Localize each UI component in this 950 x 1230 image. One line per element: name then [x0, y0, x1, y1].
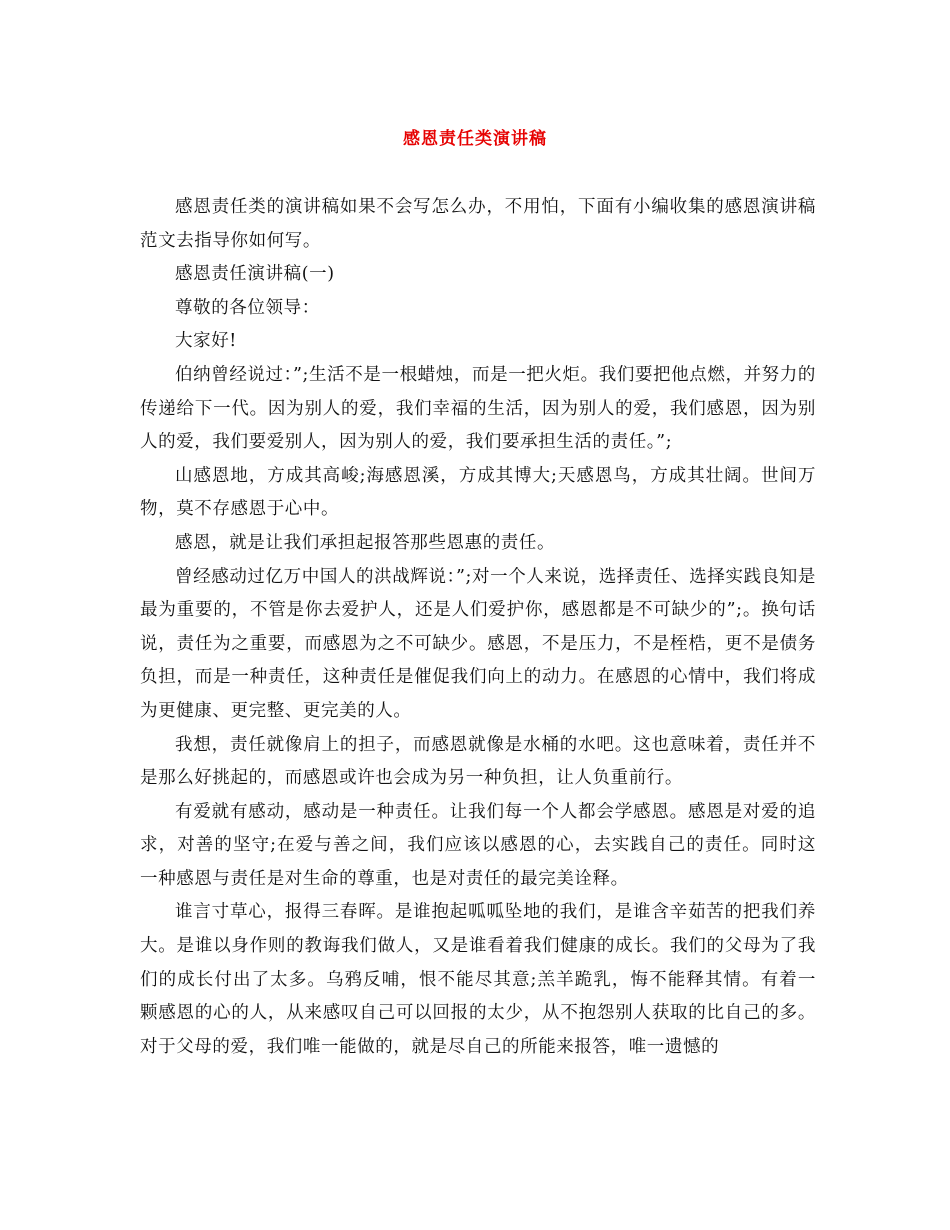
paragraph: 感恩责任类的演讲稿如果不会写怎么办，不用怕，下面有小编收集的感恩演讲稿范文去指导你如何写。: [140, 197, 816, 251]
paragraph: 大家好!: [175, 331, 237, 352]
paragraph: 我想，责任就像肩上的担子，而感恩就像是水桶的水吧。这也意味着，责任并不是那么好挑起的，而感恩或许也会成为另一种负担，让人负重前行。: [140, 734, 816, 789]
document-title: 感恩责任类演讲稿: [403, 129, 547, 149]
document-body: [140, 191, 816, 1064]
paragraph: 曾经感动过亿万中国人的洪战辉说：”;对一个人来说，选择责任、选择实践良知是最为重要的，不管是你去爱护人，还是人们爱护你，感恩都是不可缺少的”;。换句话说，责任为之重要，而感恩为之不可缺少。感恩，不是压力，不是桎梏，更不是债务负担，而是一种责任，这种责任是催促我们向上的动力。在感恩的心情中，我们将成为更健康、更完整、更完美的人。: [140, 566, 816, 721]
paragraph: 谁言寸草心，报得三春晖。是谁抱起呱呱坠地的我们，是谁含辛茹苦的把我们养大。是谁以身作则的教诲我们做人，又是谁看着我们健康的成长。我们的父母为了我们的成长付出了太多。乌鸦反哺，恨不能尽其意;羔羊跪乳，悔不能释其情。有着一颗感恩的心的人，从来感叹自己可以回报的太少，从不抱怨别人获取的比自己的多。对于父母的爱，我们唯一能做的，就是尽自己的所能来报答，唯一遗憾的: [140, 902, 816, 1057]
paragraph: 尊敬的各位领导：: [175, 297, 320, 318]
paragraph: 有爱就有感动，感动是一种责任。让我们每一个人都会学感恩。感恩是对爱的追求，对善的坚守;在爱与善之间，我们应该以感恩的心，去实践自己的责任。同时这一种感恩与责任是对生命的尊重，也是对责任的最完美诠释。: [140, 801, 816, 889]
paragraph: 感恩，就是让我们承担起报答那些恩惠的责任。: [175, 532, 556, 553]
paragraph: 山感恩地，方成其高峻;海感恩溪，方成其博大;天感恩鸟，方成其壮阔。世间万物，莫不存感恩于心中。: [140, 465, 816, 520]
paragraph: 伯纳曾经说过：”;生活不是一根蜡烛，而是一把火炬。我们要把他点燃，并努力的传递给下一代。因为别人的爱，我们幸福的生活，因为别人的爱，我们感恩，因为别人的爱，我们要爱别人，因为别人的爱，我们要承担生活的责任。”;: [140, 364, 816, 453]
paragraph: 感恩责任演讲稿(一): [175, 264, 335, 285]
